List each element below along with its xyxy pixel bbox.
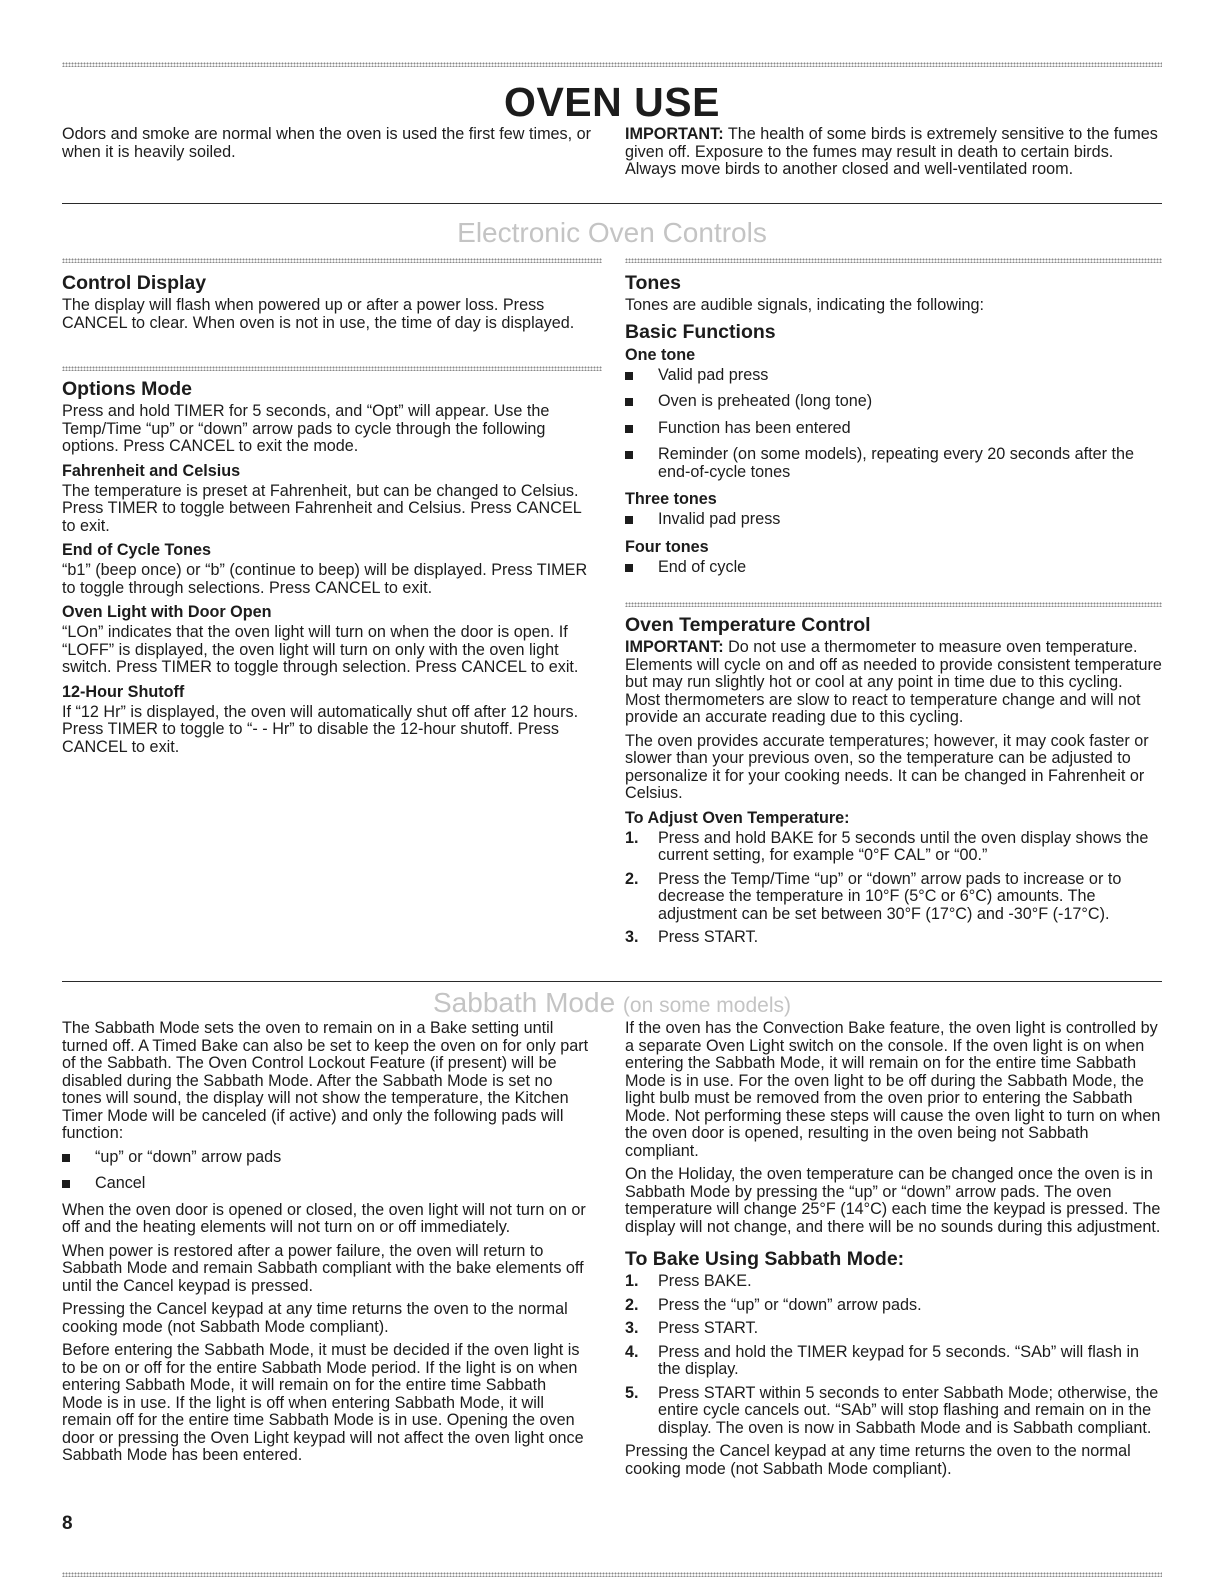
sabbath-text: Pressing the Cancel keypad at any time returns the oven to the normal cooking mode (not Sabbath Mode compliant). (62, 1300, 568, 1336)
list-item: End of cycle (625, 559, 1162, 577)
bottom-dotted-bar (62, 1572, 1162, 1577)
important-label: IMPORTANT: (625, 125, 724, 143)
dotted-bar-options (62, 366, 602, 371)
bullet-icon (625, 516, 633, 524)
list-item: Reminder (on some models), repeating every 20 seconds after the end-of-cycle tones (625, 446, 1162, 481)
intro-right (625, 126, 1162, 185)
bullet-icon (625, 564, 633, 572)
bake-sabbath-heading: To Bake Using Sabbath Mode: (625, 1248, 905, 1270)
bullet-icon (62, 1154, 70, 1162)
dotted-bar-right (625, 258, 1162, 263)
list-item: Oven is preheated (long tone) (625, 393, 1162, 411)
end-of-cycle-tones-text: “b1” (beep once) or “b” (continue to beep) will be displayed. Press TIMER to toggle through selections. Press CANCEL to exit. (62, 561, 588, 597)
sabbath-mode-heading: Sabbath Mode (on some models) (433, 987, 791, 1018)
list-item: “up” or “down” arrow pads (62, 1149, 590, 1167)
list-item: Function has been entered (625, 420, 1162, 438)
one-tone-list (625, 367, 1162, 482)
bullet-icon (625, 398, 633, 406)
list-item: Invalid pad press (625, 511, 1162, 529)
options-mode-text: Press and hold TIMER for 5 seconds, and “Opt” will appear. Use the Temp/Time “up” or “down” arrow pads to cycle through the following options. Press CANCEL to exit the mode. (62, 402, 550, 455)
three-tones-list (625, 511, 1162, 529)
list-item: 4. Press and hold the TIMER keypad for 5 seconds. “SAb” will flash in the display. (625, 1342, 1140, 1378)
sabbath-left-column (62, 1020, 590, 1471)
important-label: IMPORTANT: (625, 638, 724, 656)
sabbath-mode-note: (on some models) (622, 994, 791, 1017)
list-item: Valid pad press (625, 367, 1162, 385)
list-item: 3. Press START. (625, 1319, 759, 1337)
bullet-icon (62, 1180, 70, 1188)
list-item: 2. Press the Temp/Time “up” or “down” arrow pads to increase or to decrease the temperature in 10°F (5°C or 6°C) amounts. The adjustment can be set between 30°F (17°C) and -30°F (-17°C). (625, 869, 1122, 923)
bullet-icon (625, 451, 633, 459)
top-dotted-bar (62, 62, 1162, 67)
tones-text: Tones are audible signals, indicating the following: (625, 296, 985, 314)
sabbath-text: Pressing the Cancel keypad at any time returns the oven to the normal cooking mode (not Sabbath Mode compliant). (625, 1442, 1131, 1478)
tones-heading: Tones (625, 272, 681, 294)
end-of-cycle-tones-heading: End of Cycle Tones (62, 541, 212, 559)
shutoff-text: If “12 Hr” is displayed, the oven will automatically shut off after 12 hours. Press TIMER to toggle to “- - Hr” to disable the 12-hour shutoff. Press CANCEL to exit. (62, 702, 579, 756)
temp-control-column (625, 614, 1162, 953)
bake-sabbath-steps (625, 1273, 1162, 1437)
sabbath-right-column (625, 1020, 1162, 1484)
temp-control-important: IMPORTANT: Do not use a thermometer to measure oven temperature. Elements will cycle on and off as needed to provide consistent temperature but may run slightly hot or cool at any point in time due to this cycling. Most thermometers are slow to react to temperature change and will not provide an accurate reading due to this cycling. (625, 638, 1162, 726)
intro-text: Odors and smoke are normal when the oven is used the first few times, or when it is heavily soiled. (62, 125, 592, 161)
list-item: 1. Press BAKE. (625, 1272, 752, 1290)
temp-control-heading: Oven Temperature Control (625, 614, 871, 636)
manual-page (62, 0, 1162, 1585)
sabbath-text: On the Holiday, the oven temperature can be changed once the oven is in Sabbath Mode by pressing the “up” or “down” arrow pads. The oven temperature will change 25°F (14°C) each time the keypad is pressed. The display will not change, and there will be no sounds during this adjustment. (625, 1165, 1161, 1236)
options-mode-heading: Options Mode (62, 378, 192, 400)
sabbath-text: When power is restored after a power failure, the oven will return to Sabbath Mode and remain Sabbath compliant with the bake elements off until the Cancel keypad is pressed. (62, 1241, 584, 1295)
bullet-icon (625, 372, 633, 380)
sabbath-text: Before entering the Sabbath Mode, it must be decided if the oven light is to be on or off for the entire Sabbath Mode period. If the light is on when entering Sabbath Mode, it will remain on for the entire time Sabbath Mode is in use. If the light is off when entering Sabbath Mode, it will remain off for the entire time Sabbath Mode is in use. Opening the oven door or pressing the Oven Light keypad will not affect the oven light once Sabbath Mode has been entered. (62, 1341, 584, 1464)
fahrenheit-celsius-heading: Fahrenheit and Celsius (62, 461, 241, 480)
three-tones-heading: Three tones (625, 490, 717, 508)
dotted-bar-temp (625, 602, 1162, 607)
list-item: 5. Press START within 5 seconds to enter Sabbath Mode; otherwise, the entire cycle cancels out. “SAb” will stop flashing and remain on in the display. The oven is now in Sabbath Mode and is Sabbath compliant. (625, 1383, 1159, 1437)
basic-functions-heading: Basic Functions (625, 320, 776, 343)
intro-left (62, 126, 602, 167)
adjust-temp-steps (625, 830, 1162, 947)
four-tones-heading: Four tones (625, 537, 709, 556)
page-title: OVEN USE (504, 79, 720, 125)
fahrenheit-celsius-text: The temperature is preset at Fahrenheit, but can be changed to Celsius. Press TIMER to toggle between Fahrenheit and Celsius. Press CANCEL to exit. (62, 481, 582, 535)
divider-rule (62, 203, 1162, 204)
divider-rule (62, 981, 1162, 982)
bullet-icon (625, 425, 633, 433)
list-item: 2. Press the “up” or “down” arrow pads. (625, 1295, 922, 1314)
controls-left-column (62, 272, 590, 338)
electronic-controls-heading: Electronic Oven Controls (457, 217, 767, 248)
sabbath-pads-list (62, 1149, 590, 1193)
list-item: Cancel (62, 1175, 590, 1193)
page-number: 8 (62, 1513, 73, 1534)
sabbath-text: When the oven door is opened or closed, the oven light will not turn on or off and the heating elements will not turn on or off immediately. (62, 1200, 586, 1236)
four-tones-list (625, 559, 1162, 577)
shutoff-heading: 12-Hour Shutoff (62, 682, 185, 701)
tones-column (625, 272, 1162, 585)
list-item: 1. Press and hold BAKE for 5 seconds until the oven display shows the current setting, for example “0°F CAL” or “00.” (625, 828, 1149, 864)
options-column (62, 378, 590, 762)
oven-light-door-text: “LOn” indicates that the oven light will turn on when the door is open. If “LOFF” is displayed, the oven light will turn on only with the oven light switch. Press TIMER to toggle through selection. Press CANCEL to exit. (62, 623, 579, 676)
control-display-text: The display will flash when powered up or after a power loss. Press CANCEL to clear. When oven is not in use, the time of day is displayed. (62, 296, 575, 332)
temp-control-text: The oven provides accurate temperatures; however, it may cook faster or slower than your previous oven, so the temperature can be adjusted to personalize it for your cooking needs. It can be changed in Fahrenheit or Celsius. (625, 731, 1149, 802)
adjust-temp-heading: To Adjust Oven Temperature: (625, 808, 850, 827)
dotted-bar-left (62, 258, 602, 263)
sabbath-text: The Sabbath Mode sets the oven to remain on in a Bake setting until turned off. A Timed Bake can also be set to keep the oven on for only part of the Sabbath. The Oven Control Lockout Feature (if present) will be disabled during the Sabbath Mode. After the Sabbath Mode is set no tones will sound, the display will not show the temperature, the Kitchen Timer Mode will be canceled (if active) and only the following pads will function: (62, 1019, 589, 1142)
one-tone-heading: One tone (625, 345, 696, 364)
intro-important (625, 126, 1162, 179)
control-display-heading: Control Display (62, 272, 207, 294)
important-text: The health of some birds is extremely sensitive to the fumes given off. Exposure to the fumes may result in death to certain birds. Always move birds to another closed and well-ventilated room. (625, 125, 1158, 178)
sabbath-text: If the oven has the Convection Bake feature, the oven light is controlled by a separate Oven Light switch on the console. If the oven light is on when entering the Sabbath Mode, it will remain on for the entire time Sabbath Mode is in use. For the oven light to be off during the Sabbath Mode, the light bulb must be removed from the oven prior to entering the Sabbath Mode. Not performing these steps will cause the oven light to turn on when the oven door is opened, resulting in the oven being not Sabbath compliant. (625, 1019, 1161, 1160)
oven-light-door-heading: Oven Light with Door Open (62, 603, 272, 621)
list-item: 3. Press START. (625, 928, 759, 946)
